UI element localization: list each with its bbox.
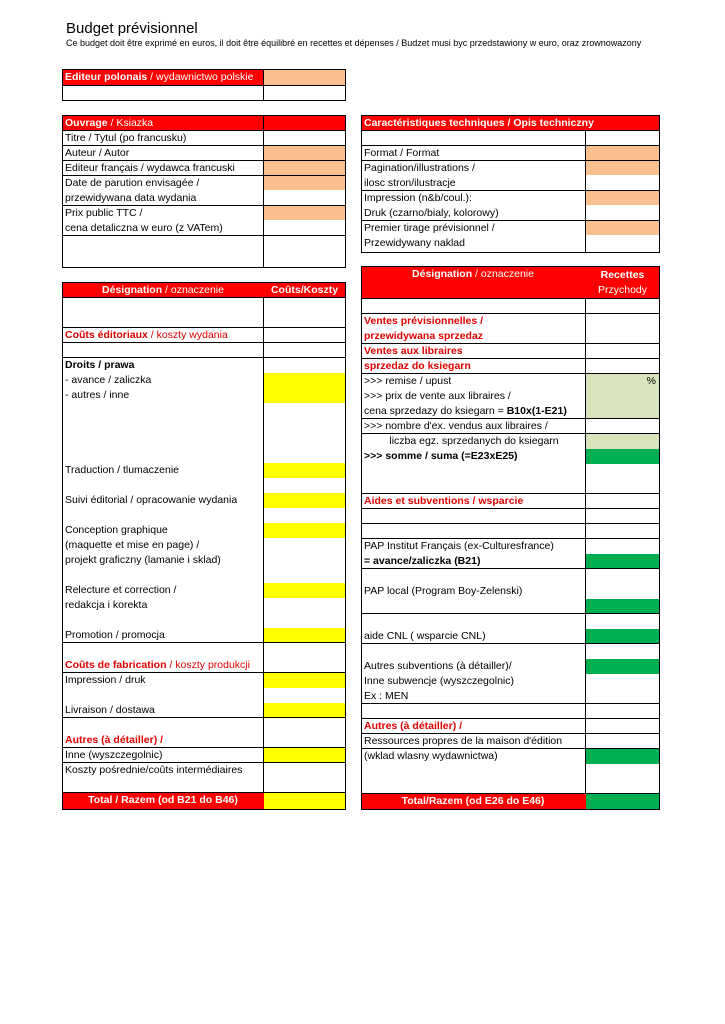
revenue-column-header-pl: Przychody — [597, 284, 648, 296]
other-costs-label-pl: Inne (wyszczegolnic) — [65, 749, 163, 761]
book-header-value — [264, 116, 345, 130]
pap-label: PAP Institut Français (ex-Culturesfrance) — [364, 540, 554, 552]
other-grants-example: Ex : MEN — [364, 690, 409, 702]
pap-local-field[interactable] — [586, 599, 659, 613]
revenue-total-label: Total/Razem (od E26 do E46) — [401, 795, 545, 807]
publisher-table — [62, 69, 346, 101]
book-price-label: Prix public TTC / — [65, 207, 143, 219]
tech-run-field[interactable] — [586, 221, 659, 235]
proofreading-label-2: redakcja i korekta — [65, 599, 148, 611]
sales-label-pl: przewidywana sprzedaz — [364, 330, 484, 342]
tech-table — [361, 115, 660, 253]
revenue-designation-header: Désignation / oznaczenie — [412, 268, 534, 280]
tech-header: Caractéristiques techniques / Opis techniczny — [362, 116, 659, 130]
page-subtitle: Ce budget doit être exprimé en euros, il doit être équilibré en recettes et dépenses / Budzet musi byc przedstawiony w euro, oraz zrownowazony — [66, 38, 642, 48]
editing-label: Suivi éditorial / opracowanie wydania — [65, 494, 238, 506]
promotion-cost-field[interactable] — [264, 628, 345, 642]
translation-cost-field[interactable] — [264, 463, 345, 478]
promotion-label: Promotion / promocja — [65, 629, 165, 641]
book-publisher-field[interactable] — [264, 161, 345, 175]
book-price-label-pl: cena detaliczna w euro (z VATem) — [65, 222, 223, 234]
revenue-table — [361, 266, 660, 810]
delivery-cost-field[interactable] — [264, 703, 345, 717]
translation-label: Traduction / tlumaczenie — [65, 464, 179, 476]
printing-label: Impression / druk — [65, 674, 146, 686]
design-cost-field[interactable] — [264, 523, 345, 538]
own-resources-label-pl: (wklad wlasny wydawnictwa) — [364, 750, 498, 762]
revenue-total-field[interactable] — [586, 794, 659, 809]
bookshop-price-label: >>> prix de vente aux libraires / — [364, 390, 511, 402]
intermediate-costs-label: Koszty pośrednie/coûts intermédiaires — [65, 764, 243, 776]
tech-pages-label: Pagination/illustrations / — [364, 162, 475, 174]
discount-field[interactable]: % — [586, 374, 659, 389]
fabrication-costs-label: Coûts de fabrication / koszty produkcji — [65, 659, 250, 671]
grants-label: Aides et subventions / wsparcie — [364, 495, 524, 507]
bookshop-sales-label-pl: sprzedaz do ksiegarn — [364, 360, 471, 372]
book-price-field[interactable] — [264, 206, 345, 220]
cnl-field[interactable] — [586, 629, 659, 643]
book-author-label: Auteur / Autor — [65, 147, 130, 159]
book-date-label-pl: przewidywana data wydania — [65, 192, 197, 204]
proofreading-label: Relecture et correction / — [65, 584, 177, 596]
tech-print-label-pl: Druk (czarno/bialy, kolorowy) — [364, 207, 499, 219]
copies-sold-field[interactable] — [586, 434, 659, 449]
book-header: Ouvrage / Ksiazka — [63, 116, 263, 130]
tech-format-field[interactable] — [586, 146, 659, 160]
book-table — [62, 115, 346, 268]
tech-pages-field[interactable] — [586, 161, 659, 175]
design-label-2: (maquette et mise en page) / — [65, 539, 200, 551]
publisher-label: Editeur polonais / wydawnictwo polskie — [63, 70, 263, 85]
costs-total-label: Total / Razem (od B21 do B46) — [88, 794, 238, 806]
other-rights-cost-field[interactable] — [264, 388, 345, 403]
editorial-costs-label: Coûts éditoriaux / koszty wydania — [65, 329, 228, 341]
costs-table — [62, 282, 346, 810]
book-publisher-label: Editeur français / wydawca francuski — [65, 162, 235, 174]
tech-run-label-pl: Przewidywany naklad — [364, 237, 465, 249]
own-resources-label: Ressources propres de la maison d'édition — [364, 735, 563, 747]
editing-cost-field[interactable] — [264, 493, 345, 508]
discount-label: >>> remise / upust — [364, 375, 452, 387]
other-costs-field[interactable] — [264, 748, 345, 762]
tech-print-field[interactable] — [586, 191, 659, 205]
rights-label: Droits / prawa — [65, 359, 135, 371]
own-resources-field[interactable] — [586, 749, 659, 764]
bookshop-sales-label: Ventes aux libraires — [364, 345, 463, 357]
book-title-label: Titre / Tytul (po francusku) — [65, 132, 187, 144]
other-rights-label: - autres / inne — [65, 389, 130, 401]
publisher-extra-field[interactable] — [264, 86, 345, 101]
delivery-label: Livraison / dostawa — [65, 704, 155, 716]
pap-local-label: PAP local (Program Boy-Zelenski) — [364, 585, 523, 597]
tech-format-label: Format / Format — [364, 147, 440, 159]
design-label: Conception graphique — [65, 524, 168, 536]
tech-run-label: Premier tirage prévisionnel / — [364, 222, 495, 234]
bookshop-sum-label: >>> somme / suma (=E23xE25) — [364, 450, 518, 462]
other-costs-label: Autres (à détailler) / — [65, 734, 164, 746]
tech-empty-field[interactable] — [586, 131, 659, 145]
design-label-3: projekt graficzny (lamanie i sklad) — [65, 554, 221, 566]
tech-print-label: Impression (n&b/coul.): — [364, 192, 472, 204]
pap-label-2: = avance/zaliczka (B21) — [364, 555, 481, 567]
copies-sold-label-pl: liczba egz. sprzedanych do ksiegarn — [389, 435, 559, 447]
page-title: Budget prévisionnel — [66, 20, 198, 37]
costs-designation-header: Désignation / oznaczenie — [102, 284, 224, 296]
advance-cost-field[interactable] — [264, 373, 345, 388]
proofreading-cost-field[interactable] — [264, 583, 345, 598]
pap-field[interactable] — [586, 554, 659, 568]
copies-sold-label: >>> nombre d'ex. vendus aux libraires / — [364, 420, 548, 432]
bookshop-price-formula: cena sprzedazy do ksiegarn = B10x(1-E21) — [364, 405, 567, 417]
advance-label: - avance / zaliczka — [65, 374, 152, 386]
revenue-column-header: Recettes — [600, 269, 645, 281]
book-title-field[interactable] — [264, 131, 345, 145]
cnl-label: aide CNL ( wsparcie CNL) — [364, 630, 486, 642]
other-revenue-label: Autres (à détailler) / — [364, 720, 463, 732]
other-grants-field[interactable] — [586, 659, 659, 674]
other-grants-label: Autres subventions (à détailler)/ — [364, 660, 512, 672]
costs-column-header: Coûts/Koszty — [270, 284, 339, 296]
tech-pages-label-pl: ilosc stron/ilustracje — [364, 177, 456, 189]
bookshop-price-field[interactable] — [586, 389, 659, 404]
book-author-field[interactable] — [264, 146, 345, 160]
bookshop-price-result[interactable] — [586, 404, 659, 418]
bookshop-sum-field[interactable] — [586, 449, 659, 464]
other-grants-label-pl: Inne subwencje (wyszczegolnic) — [364, 675, 514, 687]
publisher-name-field[interactable] — [264, 70, 345, 85]
costs-total-field[interactable] — [264, 793, 345, 809]
book-date-field[interactable] — [264, 176, 345, 190]
sales-label: Ventes prévisionnelles / — [364, 315, 484, 327]
printing-cost-field[interactable] — [264, 673, 345, 688]
book-date-label: Date de parution envisagée / — [65, 177, 200, 189]
